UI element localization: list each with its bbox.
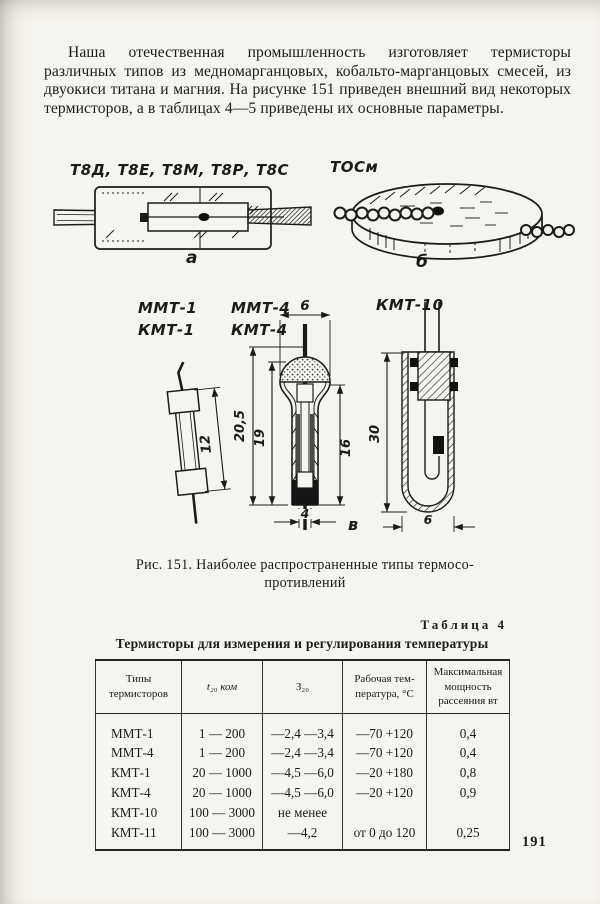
cell-b20: —4,2 [263, 823, 343, 851]
dimension-6-bottom [383, 512, 475, 532]
cell-temp: —70 +120 [343, 743, 427, 763]
sealing-plug [418, 352, 450, 400]
dim-4-label: 4 [300, 506, 310, 521]
cell-temp [343, 803, 427, 823]
cell-type: ММТ-4 [111, 745, 154, 761]
top-cap [167, 389, 199, 414]
cell-r20: 1 — 200 [182, 743, 263, 763]
cell-temp: —70 +120 [343, 713, 427, 743]
figure-caption-line2: противлений [264, 575, 346, 591]
cell-power: 0,4 [427, 713, 510, 743]
dim-20-5-label: 20,5 [233, 409, 248, 443]
dim-12-label: 12 [197, 433, 215, 455]
col-header-r20: t₂₀ ком [182, 660, 263, 713]
dim-6-top-label: 6 [300, 298, 310, 314]
fig-e-label: КМТ-10 [376, 296, 444, 314]
table-row [96, 803, 510, 823]
cell-type: КМТ-11 [111, 824, 157, 840]
cell-r20: 100 — 3000 [182, 823, 263, 851]
cell-temp: —20 +120 [343, 783, 427, 803]
col-header-temp: Рабочая температура, °С [343, 660, 427, 713]
thermistor-bead [199, 213, 210, 221]
cell-temp: от 0 до 120 [343, 823, 427, 851]
fig-a-sublabel: а [186, 248, 198, 268]
rod-body [176, 411, 200, 471]
col-header-power: Максимальная мощность рассеяния вт [427, 660, 510, 713]
cell-b20: не менее [263, 803, 343, 823]
cell-type: КМТ-1 [111, 765, 151, 781]
fig-d-label-2: КМТ-4 [231, 321, 288, 339]
inner-strip-left [296, 414, 300, 474]
cell-r20: 20 — 1000 [182, 763, 263, 783]
page-number: 191 [522, 834, 547, 850]
dim-6-bottom-label: 6 [423, 512, 433, 527]
header-row [96, 660, 510, 713]
cell-temp: —20 +180 [343, 763, 427, 783]
right-twisted-wire [521, 225, 574, 237]
cell-power [427, 803, 510, 823]
element-box [297, 472, 313, 488]
dome-cap [280, 357, 330, 382]
dim-19-label: 19 [253, 428, 268, 448]
thermistor-element [433, 436, 444, 454]
fig-b-sublabel: б [416, 252, 428, 272]
fig-d-drawing-mmt4 [226, 298, 386, 544]
cell-b20: —4,5 —6,0 [263, 763, 343, 783]
contact-cap [140, 213, 148, 222]
inner-strip-right [310, 414, 314, 474]
cell-b20: —2,4 —3,4 [263, 743, 343, 763]
dim-16-label: 16 [339, 438, 354, 458]
cell-r20: 100 — 3000 [182, 803, 263, 823]
col-header-b20: З₂₀ [263, 660, 343, 713]
dimension-19 [253, 362, 286, 505]
fig-d-label-1: ММТ-4 [231, 299, 291, 317]
cell-r20: 20 — 1000 [182, 783, 263, 803]
cell-power: 0,4 [427, 743, 510, 763]
cell-type: КМТ-10 [111, 804, 158, 820]
table-row [96, 713, 510, 743]
col-header-types: Типы термисторов [96, 660, 182, 713]
table-row [96, 783, 510, 803]
fig-e-drawing-kmt10 [368, 296, 505, 544]
table-row [96, 743, 510, 763]
left-twisted-wire [335, 208, 434, 221]
cell-power: 0,25 [427, 823, 510, 851]
fig-a-types-label: Т8Д, Т8Е, Т8М, Т8Р, Т8С [70, 161, 290, 179]
fig-d-sublabel: в [348, 515, 359, 534]
disc-body [352, 184, 542, 259]
cell-r20: 1 — 200 [182, 713, 263, 743]
intro-paragraph: Наша отечественная промышленность изготовляет термисторы различных типов из медномарганцовых, кобальто-марганцовых смесей, из двуокиси титана и магния. На рисунке 151 приведен внешний вид некоторых термисторов, а в таблицах 4—5 приведены их основные параметры. [44, 44, 571, 117]
bottom-cap [176, 468, 208, 495]
top-lead [177, 362, 186, 390]
fig-c-label-2: КМТ-1 [138, 321, 195, 339]
dim-30-label: 30 [368, 424, 383, 444]
cell-type: КМТ-4 [111, 784, 151, 800]
cell-b20: —2,4 —3,4 [263, 713, 343, 743]
fig-c-label-1: ММТ-1 [138, 299, 198, 317]
cell-power: 0,8 [427, 763, 510, 783]
figure-caption-line1: Рис. 151. Наиболее распространенные типы термосо- [135, 557, 475, 573]
dimension-16 [318, 385, 354, 505]
fig-a-drawing-rod-thermistor [52, 180, 314, 260]
right-lead-wire [248, 207, 311, 225]
fig-b-types-label: ТОСм [330, 158, 379, 176]
cell-b20: —4,5 —6,0 [263, 783, 343, 803]
figure-caption [60, 556, 550, 592]
thermistor-parameters-table [95, 659, 510, 851]
table-title: Термисторы для измерения и регулирования температуры [115, 636, 489, 651]
fig-b-drawing-disc-thermistor [330, 178, 575, 273]
cell-power: 0,9 [427, 783, 510, 803]
table-number-label: Таблица 4 [420, 617, 507, 632]
center-rod [301, 402, 309, 482]
cell-type: ММТ-1 [111, 725, 154, 741]
collar-box [297, 384, 313, 402]
table-row [96, 763, 510, 783]
table-section [95, 617, 509, 851]
table-row [96, 823, 510, 851]
bottom-lead [193, 494, 196, 524]
